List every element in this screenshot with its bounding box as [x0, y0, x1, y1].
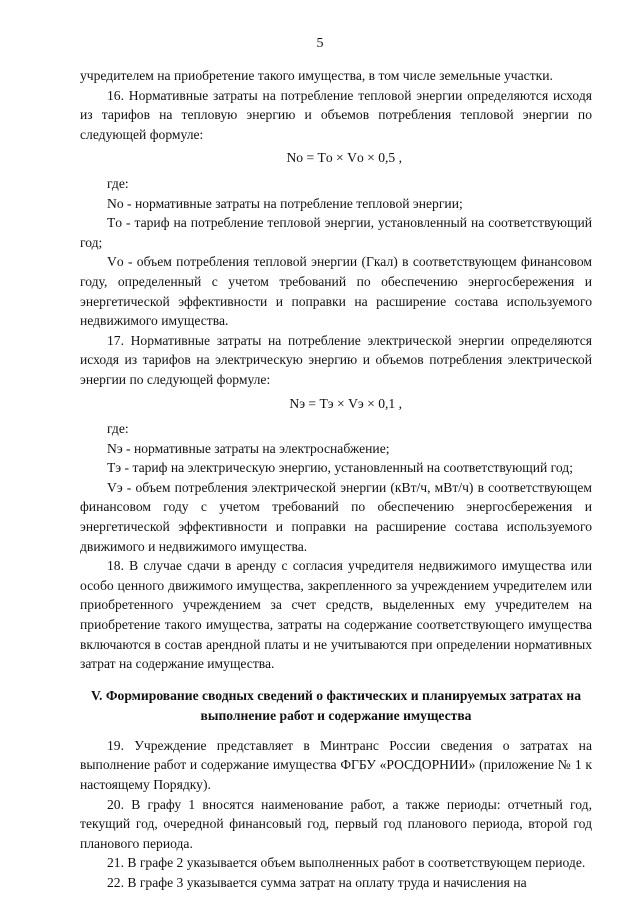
- definition-heat-norm: Nо - нормативные затраты на потребление тепловой энергии;: [107, 195, 463, 211]
- paragraph-19: 19. Учреждение представляет в Минтранс России сведения о затратах на выполнение работ и содержание имущества ФГБУ «РОСДОРНИИ» (приложение № 1 к настоящему Порядку).: [80, 737, 592, 792]
- formula-heat: Nо = Tо × Vо × 0,5 ,: [286, 150, 402, 166]
- paragraph-18: 18. В случае сдачи в аренду с согласия учредителя недвижимого имущества или особо ценного движимого имущества, закрепленного за учреждением учредителем или приобретенного учреждением за счет средств, выделенных ему учредителем на приобретение такого имущества, затраты на содержание соответствующего имущества включаются в состав арендной платы и не учитываются при определении нормативных затрат на содержание имущества.: [80, 558, 592, 672]
- paragraph-21: 21. В графе 2 указывается объем выполненных работ в соответствующем периоде.: [107, 855, 586, 871]
- definition-electric-norm: Nэ - нормативные затраты на электроснабжение;: [107, 440, 390, 456]
- paragraph-22: 22. В графе 3 указывается сумма затрат на оплату труда и начисления на: [107, 874, 527, 890]
- paragraph-20: 20. В графу 1 вносятся наименование работ, а также периоды: отчетный год, текущий год, очередной финансовый год, первый год планового периода, второй год планового периода.: [80, 796, 592, 851]
- definition-electric-volume: Vэ - объем потребления электрической энергии (кВт/ч, мВт/ч) в соответствующем финансовом году с учетом требований по обеспечению энергосбережения и энергетической эффективности и поправки на расширение состава используемого движимого и недвижимого имущества.: [80, 479, 592, 554]
- definition-heat-tariff: Tо - тариф на потребление тепловой энергии, установленный на соответствующий год;: [80, 215, 592, 250]
- definition-heat-volume: Vо - объем потребления тепловой энергии (Гкал) в соответствующем финансовом году, определенный с учетом требований по обеспечению энергосбережения и энергетической эффективности и поправки на расширение состава используемого недвижимого имущества.: [80, 254, 592, 329]
- document-body: [80, 66, 592, 893]
- formula-electric: Nэ = Tэ × Vэ × 0,1 ,: [289, 395, 402, 411]
- paragraph-continuation: учредителем на приобретение такого имущества, в том числе земельные участки.: [80, 68, 553, 83]
- paragraph-17: 17. Нормативные затраты на потребление электрической энергии определяются исходя из тарифов на электрическую энергию и объемов потребления электрической энергии по следующей формуле:: [80, 332, 592, 387]
- definition-electric-tariff: Tэ - тариф на электрическую энергию, установленный на соответствующий год;: [107, 460, 574, 476]
- paragraph-16: 16. Нормативные затраты на потребление тепловой энергии определяются исходя из тарифов на тепловую энергию и объемов потребления тепловой энергии по следующей формуле:: [80, 87, 592, 142]
- page-number: 5: [316, 36, 324, 51]
- where-label-1: где:: [107, 175, 129, 191]
- where-label-2: где:: [107, 421, 129, 437]
- section-heading: V. Формирование сводных сведений о фактических и планируемых затратах на выполнение работ и содержание имущества: [90, 687, 581, 723]
